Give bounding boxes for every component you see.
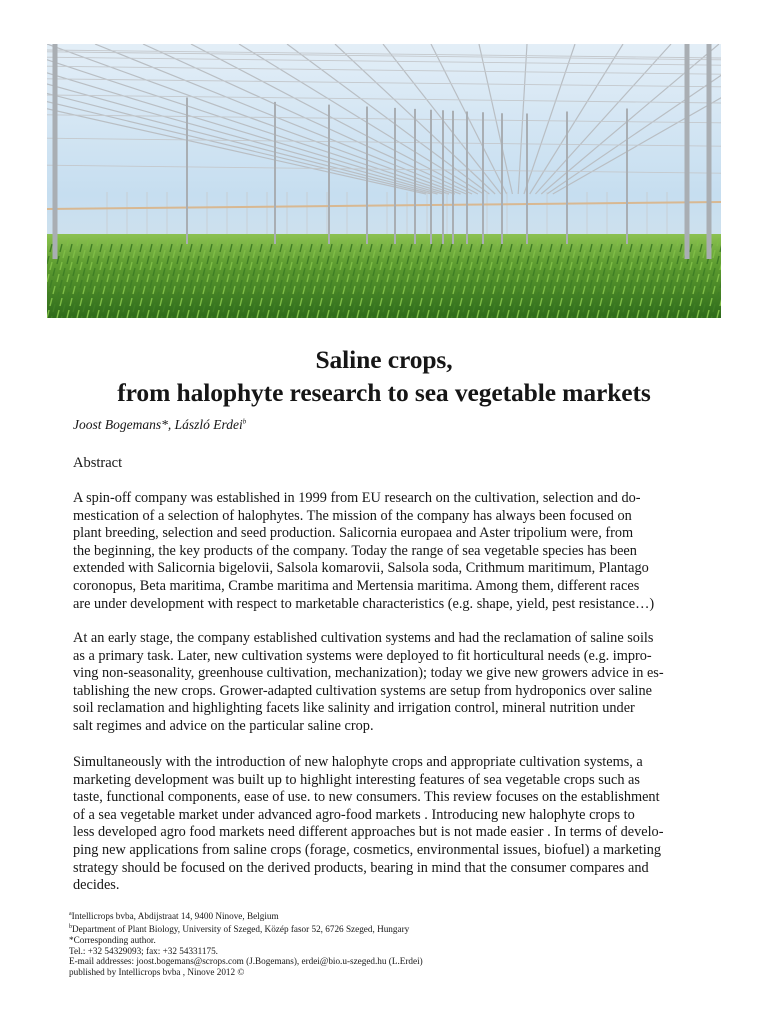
paragraph-line: soil reclamation and highlighting facets like salinity and irrigation control, mineral nutrition under xyxy=(73,700,635,717)
footnote-email: E-mail addresses: joost.bogemans@scrops.com (J.Bogemans), erdei@bio.u-szeged.hu (L.Erdei) xyxy=(69,956,423,967)
paragraph-line: strategy should be focused on the derived products, bearing in mind that the consumer compares and xyxy=(73,859,649,876)
footnote-mark-b: b xyxy=(69,923,72,930)
paragraph-line: coronopus, Beta maritima, Crambe maritima and Mertensia maritima. Among them, different races xyxy=(73,577,640,594)
footnote-affiliation-a xyxy=(69,909,423,922)
paragraph-line: as a primary task. Later, new cultivation systems were deployed to fit horticultural needs (e.g. impro- xyxy=(73,647,652,664)
footnote-text-b: Department of Plant Biology, University of Szeged, Közép fasor 52, 6726 Szeged, Hungary xyxy=(72,923,410,934)
paragraph-line: salt regimes and advice on the particular saline crop. xyxy=(73,717,374,734)
abstract-heading: Abstract xyxy=(73,455,123,471)
paragraph-line: At an early stage, the company established cultivation systems and had the reclamation of saline soils xyxy=(73,630,654,646)
paragraph-line: are under development with respect to marketable characteristics (e.g. shape, yield, pest resistance…) xyxy=(73,595,655,612)
paragraph-line: mestication of a selection of halophytes. The mission of the company has always been focused on xyxy=(73,507,632,524)
title-line-1: Saline crops, xyxy=(315,345,453,374)
paragraph-line: less developed agro food markets need different approaches but is not made easier . In terms of develo- xyxy=(73,824,664,841)
title-line-2: from halophyte research to sea vegetable markets xyxy=(117,378,651,407)
paragraph-line: ving non-seasonality, greenhouse cultivation, mechanization); today we give new growers advice in es- xyxy=(73,665,664,682)
paragraph-line: ping new applications from saline crops (forage, cosmetics, environmental issues, biofuel) a marketing xyxy=(73,841,661,858)
paragraph-line: A spin-off company was established in 1999 from EU research on the cultivation, selection and do- xyxy=(73,490,641,506)
footnote-text-a: Intellicrops bvba, Abdijstraat 14, 9400 Ninove, Belgium xyxy=(71,911,279,922)
footnote-corresponding-author: *Corresponding author. xyxy=(69,934,156,945)
paragraph-line: decides. xyxy=(73,877,120,894)
paragraph-line: taste, functional components, ease of use. to new consumers. This review focuses on the establishment xyxy=(73,789,660,806)
paragraph-line: Simultaneously with the introduction of new halophyte crops and appropriate cultivation systems, a xyxy=(73,754,643,770)
author-affiliation-mark: b xyxy=(242,417,247,426)
greenhouse-photo xyxy=(47,44,721,318)
abstract-paragraph-2 xyxy=(73,630,725,736)
paragraph-line: the beginning, the key products of the company. Today the range of sea vegetable species has been xyxy=(73,542,637,559)
footnotes xyxy=(69,909,423,978)
paragraph-line: of a sea vegetable market under advanced agro-food markets . Introducing new halophyte crops to xyxy=(73,806,635,823)
paragraph-line: marketing development was built up to highlight interesting features of sea vegetable crops such as xyxy=(73,771,640,788)
abstract-paragraph-1 xyxy=(73,490,725,613)
footnote-affiliation-b xyxy=(69,922,423,935)
author-names: Joost Bogemans*, László Erdei xyxy=(73,417,243,432)
paragraph-line: plant breeding, selection and seed production. Salicornia europaea and Aster tripolium were, from xyxy=(73,525,634,542)
abstract-paragraph-3 xyxy=(73,754,725,895)
footnote-mark-a: a xyxy=(69,911,72,917)
paragraph-line: tablishing the new crops. Grower-adapted cultivation systems are setup from hydroponics over saline xyxy=(73,682,652,699)
paragraph-line: extended with Salicornia bigelovii, Salsola komarovii, Salsola soda, Crithmum maritimum, Plantago xyxy=(73,560,649,577)
authors xyxy=(73,417,246,433)
footnote-publisher: published by Intellicrops bvba , Ninove 2012 © xyxy=(69,967,245,978)
footnote-phone-fax: Tel.: +32 54329093; fax: +32 54331175. xyxy=(69,945,218,956)
